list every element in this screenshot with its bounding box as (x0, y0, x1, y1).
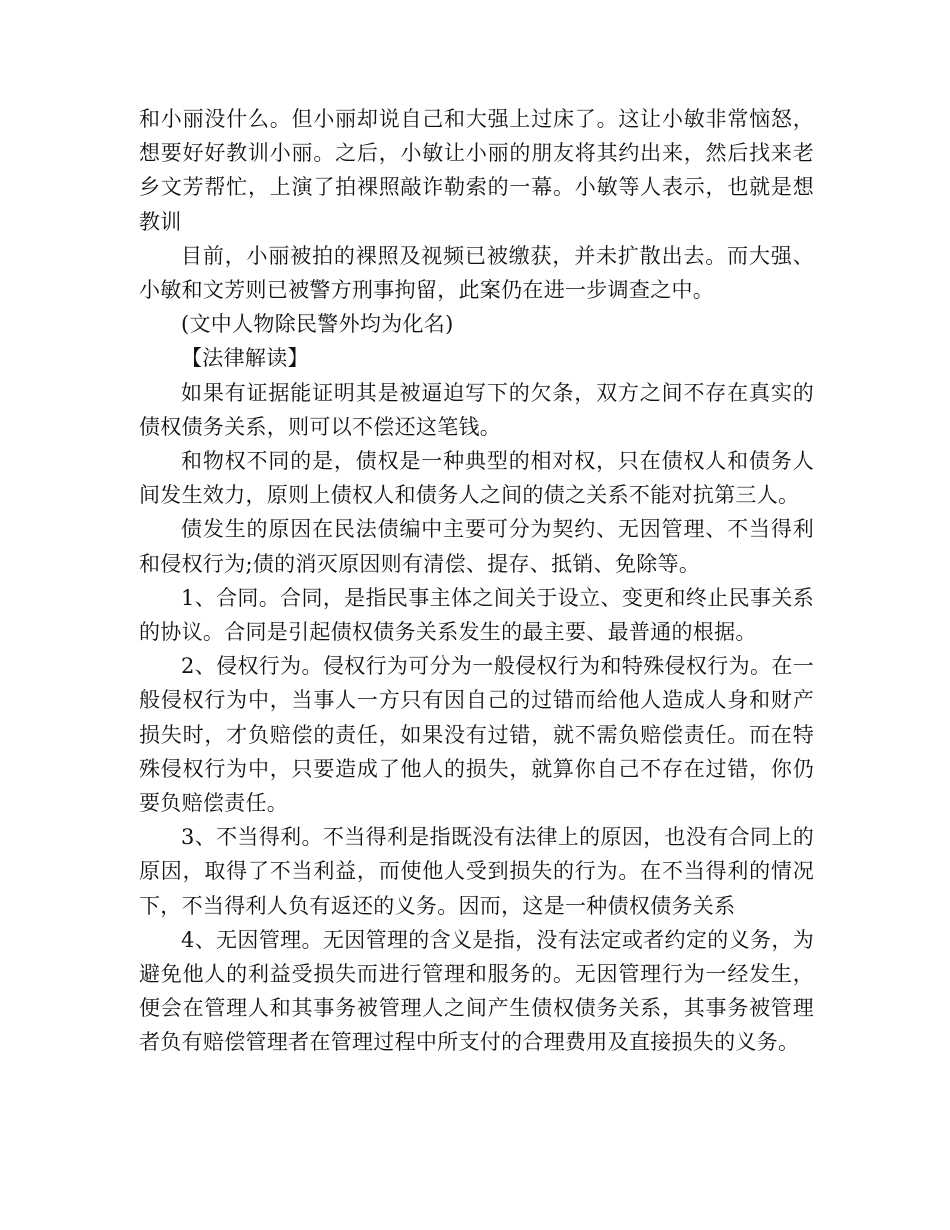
paragraph-iou-evidence: 如果有证据能证明其是被逼迫写下的欠条，双方之间不存在真实的债权债务关系，则可以不偿还这笔钱。 (139, 380, 814, 439)
paragraph-current-status: 目前，小丽被拍的裸照及视频已被缴获，并未扩散出去。而大强、小敏和文芳则已被警方刑事拘留，此案仍在进一步调查之中。 (139, 243, 814, 303)
list-item-tort: 2、侵权行为。侵权行为可分为一般侵权行为和特殊侵权行为。在一般侵权行为中，当事人一方只有因自己的过错而给他人造成人身和财产损失时，才负赔偿的责任，如果没有过错，就不需负赔偿责任。而在特殊侵权行为中，只要造成了他人的损失，就算你自己不存在过错，你仍要负赔偿责任。 (139, 654, 814, 816)
list-item-contract: 1、合同。合同，是指民事主体之间关于设立、变更和终止民事关系的协议。合同是引起债权债务关系发生的最主要、最普通的根据。 (139, 585, 814, 645)
document-page (139, 102, 814, 1060)
paragraph-continuation: 和小丽没什么。但小丽却说自己和大强上过床了。这让小敏非常恼怒，想要好好教训小丽。之后，小敏让小丽的朋友将其约出来，然后找来老乡文芳帮忙，上演了拍裸照敲诈勒索的一幕。小敏等人表示，也就是想教训 (139, 107, 814, 234)
section-heading-legal-interpretation: 【法律解读】 (181, 346, 309, 371)
list-item-unjust-enrichment: 3、不当得利。不当得利是指既没有法律上的原因，也没有合同上的原因，取得了不当利益，而使他人受到损失的行为。在不当得利的情况下，不当得利人负有返还的义务。因而，这是一种债权债务关系 (139, 825, 814, 918)
paragraph-relative-right: 和物权不同的是，债权是一种典型的相对权，只在债权人和债务人间发生效力，原则上债权人和债务人之间的债之关系不能对抗第三人。 (139, 449, 814, 508)
list-item-negotiorum-gestio: 4、无因管理。无因管理的含义是指，没有法定或者约定的义务，为避免他人的利益受损失而进行管理和服务的。无因管理行为一经发生，便会在管理人和其事务被管理人之间产生债权债务关系，其事务被管理者负有赔偿管理者在管理过程中所支付的合理费用及直接损失的义务。 (139, 927, 814, 1055)
paragraph-name-note: (文中人物除民警外均为化名) (181, 312, 454, 337)
paragraph-debt-causes: 债发生的原因在民法债编中主要可分为契约、无因管理、不当得利和侵权行为;债的消灭原因则有清偿、提存、抵销、免除等。 (139, 517, 814, 576)
